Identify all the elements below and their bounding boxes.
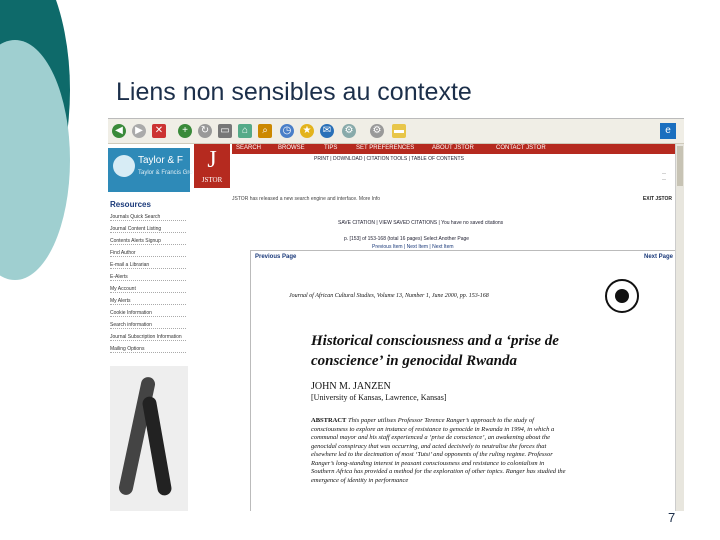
slide-number: 7 <box>668 510 676 525</box>
page-selector[interactable]: p. [153] of 153-168 (total 16 pages) Select Another Page <box>344 236 470 242</box>
vertical-scrollbar[interactable] <box>675 144 684 511</box>
jstor-logo-word: JSTOR <box>201 176 223 184</box>
left-panel <box>108 144 193 511</box>
jstor-logo[interactable] <box>194 144 230 188</box>
resource-item[interactable]: Journals Quick Search <box>110 214 186 221</box>
nav-tips[interactable]: TIPS <box>324 145 338 151</box>
taylor-francis-banner[interactable] <box>108 148 193 192</box>
jstor-logo-letter: J <box>207 147 217 173</box>
brand-subtitle: Taylor & Francis Gro <box>138 170 193 176</box>
nav-about-jstor[interactable]: ABOUT JSTOR <box>432 145 474 151</box>
article-tools-links[interactable]: PRINT | DOWNLOAD | CITATION TOOLS | TABLE OF CONTENTS <box>314 156 464 162</box>
item-navigation[interactable]: Previous Item | Next Item | Next Item <box>372 244 454 250</box>
favorites-icon[interactable]: ★ <box>300 124 314 138</box>
resource-item[interactable]: My Account <box>110 286 186 293</box>
article-abstract <box>311 417 567 485</box>
nav-set-preferences[interactable]: SET PREFERENCES <box>356 145 415 151</box>
mail-icon[interactable]: ✉ <box>320 124 334 138</box>
refresh-icon[interactable]: ↻ <box>198 124 212 138</box>
browser-logo-icon: e <box>660 123 676 139</box>
back-icon[interactable]: ◀ <box>112 124 126 138</box>
nav-contact-jstor[interactable]: CONTACT JSTOR <box>496 145 546 151</box>
resource-item[interactable]: E-mail a Librarian <box>110 262 186 269</box>
article-page-image <box>250 250 680 511</box>
taylor-francis-logo-icon <box>113 155 135 177</box>
history-icon[interactable]: ◷ <box>280 124 294 138</box>
jstor-navbar <box>232 144 684 154</box>
resource-item[interactable]: Journal Subscription Information <box>110 334 186 341</box>
add-icon[interactable]: + <box>178 124 192 138</box>
new-interface-notice: JSTOR has released a new search engine and interface. More Info <box>232 196 381 202</box>
cable-shape <box>141 396 172 497</box>
resources-title: Resources <box>110 200 151 209</box>
resource-item[interactable]: Cookie Information <box>110 310 186 317</box>
browser-toolbar <box>108 119 684 144</box>
institution-info: — — <box>662 170 666 181</box>
brand-name: Taylor & F <box>138 155 184 166</box>
article-title-line-1: Historical consciousness and a ‘prise de <box>311 333 559 349</box>
browser-screenshot <box>108 118 684 511</box>
abstract-text: This paper utilises Professor Terence Ranger’s approach to the study of consciousness to explore an instance of resistance to genocide in Rwanda in 1994, in which a communal mayor and his staff experienced a ‘prise de conscience’, an awakening about the genocidal conspiracy that was occurring, and acted decisively to neutralise the forces that elsewhere led to the decimation of most ‘Tutsi’ and opponents of the ruling regime. Professor Ranger’s long-standing interest in peasant consciousness and resistance to colonialism in Southern Africa has provided a method for the exploration of other topics. Ranger has studied the emergence of identity in performance <box>311 417 566 484</box>
slide-title: Liens non sensibles au contexte <box>116 78 472 106</box>
print-icon[interactable]: ▭ <box>218 124 232 138</box>
article-author: JOHN M. JANZEN <box>311 381 391 392</box>
folder-icon[interactable]: ▬ <box>394 125 404 136</box>
citation-links[interactable]: SAVE CITATION | VIEW SAVED CITATIONS | You have no saved citations <box>338 220 504 226</box>
resource-item[interactable]: Mailing Options <box>110 346 186 353</box>
scrollbar-thumb[interactable] <box>677 146 683 186</box>
resource-item[interactable]: E-Alerts <box>110 274 186 281</box>
resource-item[interactable]: Search information <box>110 322 186 329</box>
nav-search[interactable]: SEARCH <box>236 145 262 151</box>
resource-item[interactable]: My Alerts <box>110 298 186 305</box>
journal-citation: Journal of African Cultural Studies, Volume 13, Number 1, June 2000, pp. 153-168 <box>289 293 489 299</box>
abstract-label: ABSTRACT <box>311 417 347 424</box>
resource-item[interactable]: Journal Content Listing <box>110 226 186 233</box>
article-title-line-2: conscience’ in genocidal Rwanda <box>311 353 517 369</box>
resource-item[interactable]: Contents Alerts Signup <box>110 238 186 245</box>
tools-icon[interactable]: ⚙ <box>342 124 356 138</box>
cables-image <box>110 366 188 511</box>
jstor-page <box>194 144 684 511</box>
exit-jstor-link[interactable]: EXIT JSTOR <box>642 196 672 202</box>
resource-item[interactable]: Find Author <box>110 250 186 257</box>
nav-browse[interactable]: BROWSE <box>278 145 305 151</box>
stop-icon[interactable]: ✕ <box>152 124 166 138</box>
journal-seal-icon <box>605 279 639 313</box>
home-icon[interactable]: ⌂ <box>238 124 252 138</box>
article-affiliation: [University of Kansas, Lawrence, Kansas] <box>311 393 447 402</box>
previous-page-link[interactable]: Previous Page <box>255 254 297 260</box>
search-icon[interactable]: ⌕ <box>258 124 272 138</box>
settings-icon[interactable]: ⚙ <box>370 124 384 138</box>
next-page-link[interactable]: Next Page <box>643 254 673 260</box>
forward-icon[interactable]: ▶ <box>132 124 146 138</box>
